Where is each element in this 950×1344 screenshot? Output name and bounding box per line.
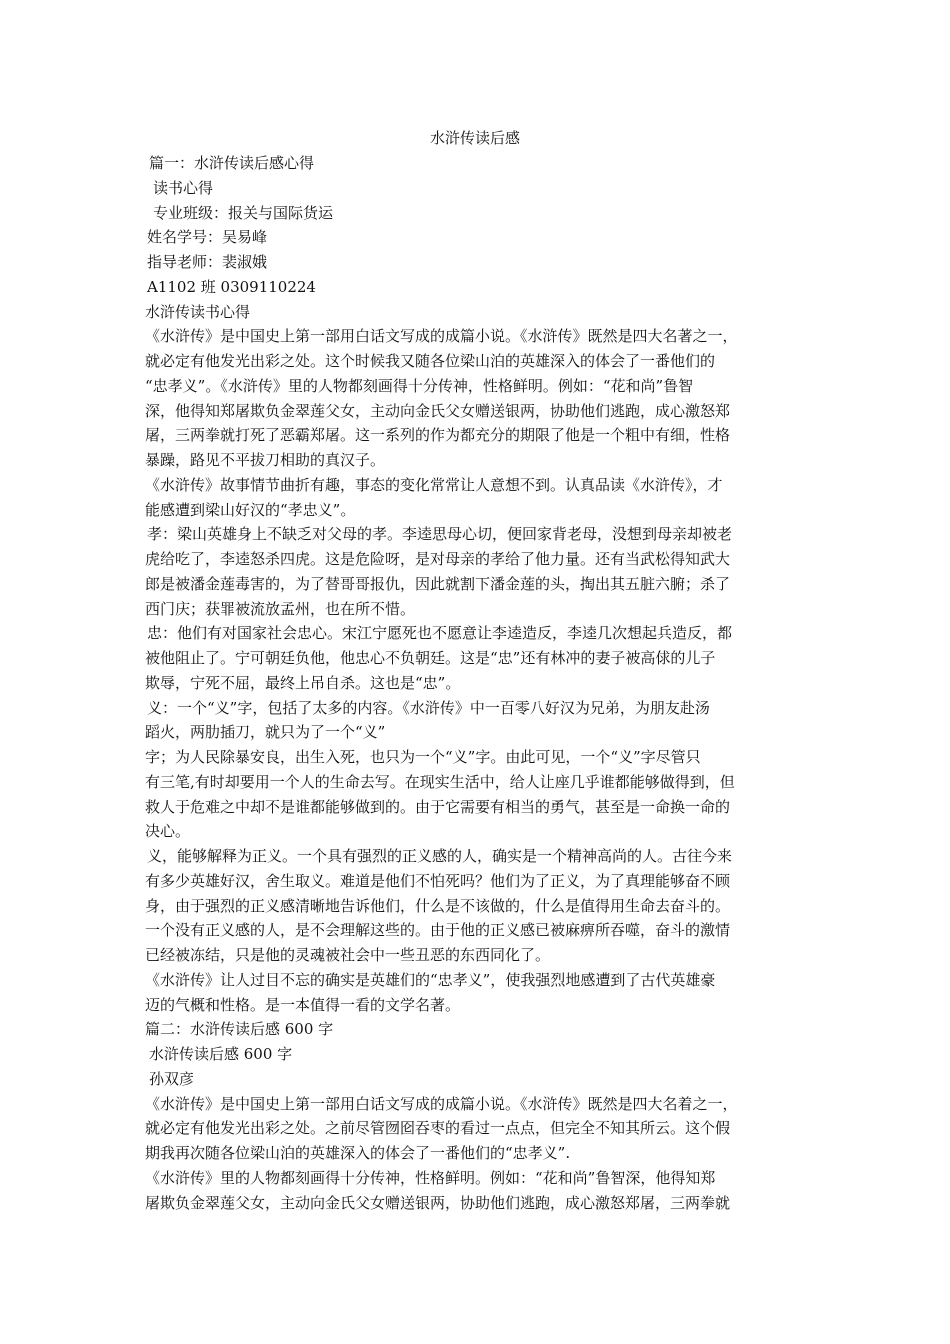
text-line: 有多少英雄好汉，舍生取义。难道是他们不怕死吗？他们为了正义，为了真理能够奋不顾 — [145, 871, 731, 890]
text-line: 能感遭到梁山好汉的“孝忠义”。 — [145, 500, 356, 519]
text-line: 就必定有他发光出彩之处。这个时候我又随各位梁山泊的英雄深入的体会了一番他们的 — [145, 352, 716, 370]
text-line: 郎是被潘金莲毒害的，为了替哥哥报仇，因此就割下潘金莲的头，掏出其五脏六腑；杀了 — [145, 574, 731, 593]
text-line: 指导老师：裴淑娥 — [147, 253, 268, 271]
text-line: 水浒传读后感 600 字 — [149, 1045, 293, 1063]
text-line: 欺辱，宁死不屈，最终上吊自杀。这也是“忠”。 — [145, 673, 461, 692]
text-line: 屠，三两拳就打死了恶霸郑屠。这一系列的作为都充分的期限了他是一个粗中有细，性格 — [145, 426, 731, 445]
text-line: 《水浒传》故事情节曲折有趣，事态的变化常常让人意想不到。认真品读《水浒传》，才 — [145, 475, 723, 494]
text-line: 篇二：水浒传读后感 600 字 — [145, 1020, 334, 1039]
text-line: 《水浒传》让人过目不忘的确实是英雄们的“忠孝义”，使我强烈地感遭到了古代英雄豪 — [145, 970, 716, 989]
text-line: 蹈火，两肋插刀，就只为了一个“义” — [145, 723, 386, 742]
text-line: 身，由于强烈的正义感清晰地告诉他们，什么是不该做的，什么是值得用生命去奋斗的。 — [145, 896, 731, 915]
text-line: 《水浒传》是中国史上第一部用白话文写成的成篇小说。《水浒传》既然是四大名著之一， — [145, 327, 738, 346]
text-line: 被他阻止了。宁可朝廷负他，他忠心不负朝廷。这是“忠”还有林冲的妻子被高俅的儿子 — [145, 649, 716, 667]
text-line: 决心。 — [145, 822, 191, 841]
text-line: 已经被冻结，只是他的灵魂被社会中一些丑恶的东西同化了。 — [145, 946, 551, 964]
text-line: 字；为人民除暴安良，出生入死，也只为一个“义”字。由此可见，一个“义”字尽管只 — [145, 748, 701, 766]
text-line: 水浒传读书心得 — [145, 302, 251, 321]
text-line: 就必定有他发光出彩之处。之前尽管囫囵吞枣的看过一点点，但完全不知其所云。这个假 — [145, 1119, 731, 1138]
text-line: 孙双彦 — [149, 1069, 195, 1088]
text-line: 深，他得知郑屠欺负金翠莲父女，主动向金氏父女赠送银两，协助他们逃跑，成心激怒郑 — [145, 401, 731, 420]
text-line: 西门庆；获罪被流放孟州，也在所不惜。 — [145, 599, 416, 618]
text-line: 《水浒传》是中国史上第一部用白话文写成的成篇小说。《水浒传》既然是四大名着之一， — [145, 1094, 738, 1113]
document-body — [145, 151, 805, 1215]
text-line: 迈的气概和性格。是一本值得一看的文学名著。 — [145, 995, 461, 1014]
text-line: 忠：他们有对国家社会忠心。宋江宁愿死也不愿意让李逵造反，李逵几次想起兵造反，都 — [147, 624, 733, 643]
text-line: 救人于危难之中却不是谁都能够做到的。由于它需要有相当的勇气，甚至是一命换一命的 — [145, 797, 731, 816]
text-line: 暴躁，路见不平拔刀相助的真汉子。 — [145, 451, 386, 469]
text-line: 义，能够解释为正义。一个具有强烈的正义感的人，确实是一个精神高尚的人。古往今来 — [147, 847, 733, 865]
text-line: 篇一：水浒传读后感心得 — [149, 154, 315, 172]
text-line: 《水浒传》里的人物都刻画得十分传神，性格鲜明。例如：“花和尚”鲁智深，他得知郑 — [145, 1168, 716, 1187]
text-line: 一个没有正义感的人，是不会理解这些的。由于他的正义感已被麻痹所吞噬，奋斗的激情 — [145, 921, 731, 940]
text-line: “忠孝义”。《水浒传》里的人物都刻画得十分传神，性格鲜明。例如：“花和尚”鲁智 — [145, 376, 694, 395]
text-line: 期我再次随各位梁山泊的英雄深入的体会了一番他们的“忠孝义”. — [145, 1144, 571, 1162]
text-line: 读书心得 — [153, 178, 214, 197]
document-title: 水浒传读后感 — [429, 129, 520, 147]
text-line: 义：一个“义”字，包括了太多的内容。《水浒传》中一百零八好汉为兄弟，为朋友赴汤 — [147, 698, 710, 717]
text-line: 屠欺负金翠莲父女，主动向金氏父女赠送银两，协助他们逃跑，成心激怒郑屠，三两拳就 — [145, 1193, 731, 1212]
text-line: 姓名学号：吴易峰 — [147, 228, 268, 247]
text-line: 虎给吃了，李逵怒杀四虎。这是危险呀，是对母亲的孝给了他力量。还有当武松得知武大 — [145, 550, 731, 568]
text-line: 孝：梁山英雄身上不缺乏对父母的孝。李逵思母心切，便回家背老母，没想到母亲却被老 — [147, 525, 733, 544]
text-line: A1102 班 0309110224 — [147, 277, 316, 296]
text-line: 专业班级：报关与国际货运 — [153, 203, 334, 222]
text-line: 有三笔,有时却要用一个人的生命去写。在现实生活中，给人让座几乎谁都能够做得到，但 — [145, 772, 735, 791]
